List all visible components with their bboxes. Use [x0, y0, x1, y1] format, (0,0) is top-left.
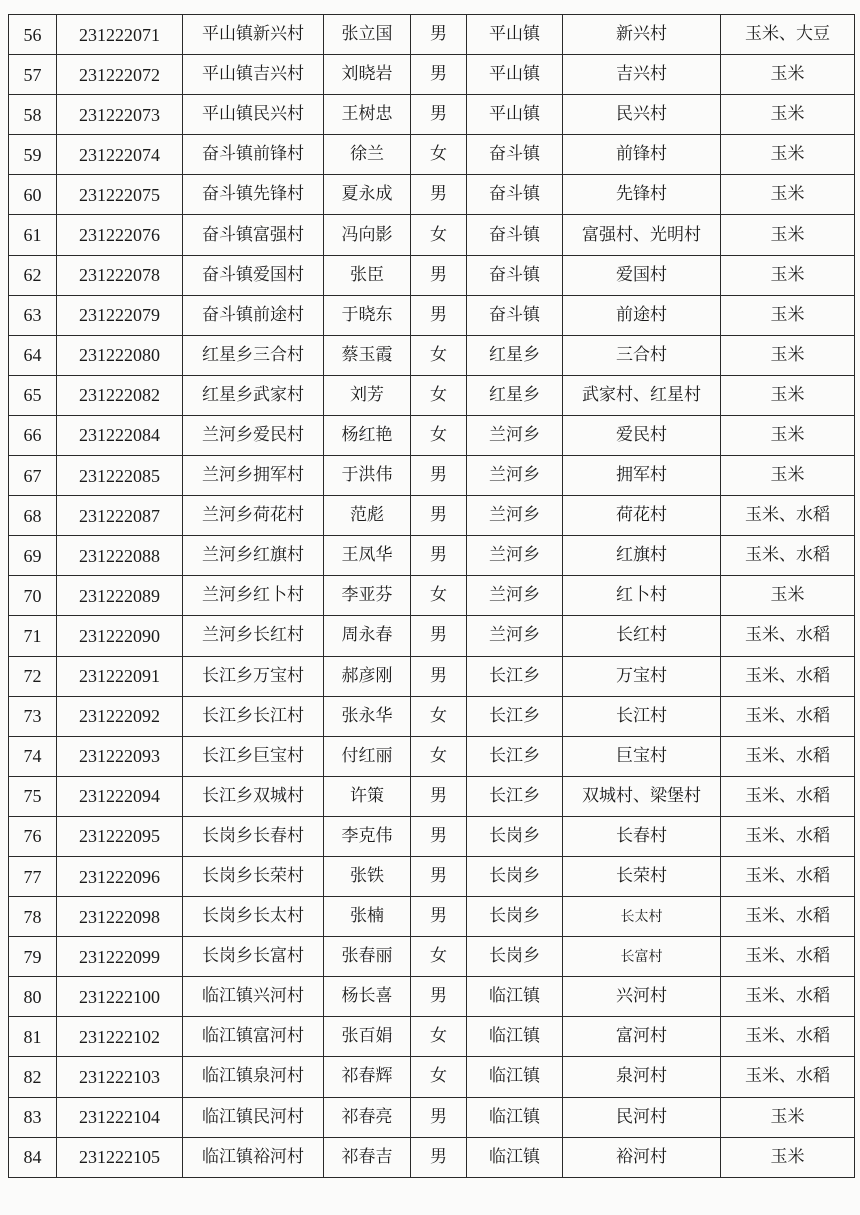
cell-station-code: 231222076 [57, 215, 183, 255]
cell-gender: 女 [411, 135, 467, 175]
table-row [9, 496, 855, 536]
cell-township: 长岗乡 [467, 816, 563, 856]
cell-row-number: 82 [9, 1057, 57, 1097]
cell-station-name: 临江镇裕河村 [183, 1137, 324, 1177]
cell-township: 长岗乡 [467, 897, 563, 937]
cell-gender: 男 [411, 55, 467, 95]
cell-row-number: 75 [9, 776, 57, 816]
cell-person-name: 夏永成 [324, 175, 411, 215]
cell-township: 临江镇 [467, 1137, 563, 1177]
cell-crops: 玉米 [721, 335, 855, 375]
cell-gender: 女 [411, 736, 467, 776]
cell-gender: 男 [411, 1137, 467, 1177]
cell-gender: 女 [411, 335, 467, 375]
cell-villages: 双城村、梁堡村 [563, 776, 721, 816]
cell-station-name: 平山镇新兴村 [183, 15, 324, 55]
cell-station-code: 231222102 [57, 1017, 183, 1057]
cell-crops: 玉米、水稻 [721, 1017, 855, 1057]
cell-gender: 女 [411, 1057, 467, 1097]
cell-row-number: 77 [9, 856, 57, 896]
cell-person-name: 张永华 [324, 696, 411, 736]
cell-row-number: 68 [9, 496, 57, 536]
cell-township: 奋斗镇 [467, 175, 563, 215]
cell-row-number: 80 [9, 977, 57, 1017]
cell-gender: 男 [411, 856, 467, 896]
cell-gender: 男 [411, 15, 467, 55]
table-row [9, 1017, 855, 1057]
cell-gender: 男 [411, 175, 467, 215]
cell-township: 长江乡 [467, 656, 563, 696]
cell-person-name: 张百娟 [324, 1017, 411, 1057]
cell-row-number: 57 [9, 55, 57, 95]
table-row [9, 1097, 855, 1137]
table-row [9, 175, 855, 215]
cell-crops: 玉米、水稻 [721, 696, 855, 736]
table-row [9, 776, 855, 816]
cell-station-name: 兰河乡爱民村 [183, 415, 324, 455]
cell-crops: 玉米、水稻 [721, 536, 855, 576]
cell-person-name: 张铁 [324, 856, 411, 896]
cell-crops: 玉米 [721, 1097, 855, 1137]
cell-row-number: 74 [9, 736, 57, 776]
cell-station-code: 231222093 [57, 736, 183, 776]
cell-person-name: 张臣 [324, 255, 411, 295]
cell-station-code: 231222098 [57, 897, 183, 937]
cell-station-name: 长江乡双城村 [183, 776, 324, 816]
cell-row-number: 56 [9, 15, 57, 55]
cell-villages: 兴河村 [563, 977, 721, 1017]
cell-row-number: 62 [9, 255, 57, 295]
cell-township: 临江镇 [467, 977, 563, 1017]
cell-villages: 长荣村 [563, 856, 721, 896]
cell-station-name: 长岗乡长太村 [183, 897, 324, 937]
cell-person-name: 李克伟 [324, 816, 411, 856]
cell-villages: 万宝村 [563, 656, 721, 696]
cell-villages: 前锋村 [563, 135, 721, 175]
cell-township: 红星乡 [467, 375, 563, 415]
cell-station-code: 231222082 [57, 375, 183, 415]
cell-villages: 前途村 [563, 295, 721, 335]
cell-township: 平山镇 [467, 55, 563, 95]
cell-villages: 爱民村 [563, 415, 721, 455]
cell-township: 临江镇 [467, 1097, 563, 1137]
cell-station-code: 231222073 [57, 95, 183, 135]
cell-station-name: 奋斗镇前途村 [183, 295, 324, 335]
cell-crops: 玉米、水稻 [721, 1057, 855, 1097]
cell-station-name: 奋斗镇前锋村 [183, 135, 324, 175]
cell-row-number: 63 [9, 295, 57, 335]
cell-gender: 男 [411, 656, 467, 696]
table-row [9, 536, 855, 576]
cell-station-name: 兰河乡荷花村 [183, 496, 324, 536]
cell-crops: 玉米、水稻 [721, 816, 855, 856]
cell-gender: 女 [411, 576, 467, 616]
cell-township: 长江乡 [467, 736, 563, 776]
cell-row-number: 83 [9, 1097, 57, 1137]
cell-crops: 玉米 [721, 255, 855, 295]
cell-township: 兰河乡 [467, 576, 563, 616]
cell-station-code: 231222075 [57, 175, 183, 215]
cell-township: 临江镇 [467, 1017, 563, 1057]
cell-crops: 玉米 [721, 375, 855, 415]
cell-station-name: 红星乡三合村 [183, 335, 324, 375]
cell-person-name: 李亚芬 [324, 576, 411, 616]
cell-gender: 男 [411, 616, 467, 656]
table-row [9, 937, 855, 977]
cell-villages: 武家村、红星村 [563, 375, 721, 415]
cell-township: 红星乡 [467, 335, 563, 375]
cell-crops: 玉米 [721, 576, 855, 616]
cell-station-name: 兰河乡红旗村 [183, 536, 324, 576]
cell-person-name: 杨红艳 [324, 415, 411, 455]
cell-crops: 玉米、水稻 [721, 977, 855, 1017]
cell-station-name: 兰河乡红卜村 [183, 576, 324, 616]
cell-station-code: 231222074 [57, 135, 183, 175]
cell-township: 奋斗镇 [467, 135, 563, 175]
cell-station-code: 231222088 [57, 536, 183, 576]
cell-person-name: 祁春吉 [324, 1137, 411, 1177]
cell-crops: 玉米 [721, 135, 855, 175]
table-row [9, 456, 855, 496]
cell-person-name: 蔡玉霞 [324, 335, 411, 375]
cell-station-code: 231222094 [57, 776, 183, 816]
cell-villages: 长太村 [563, 897, 721, 937]
cell-row-number: 79 [9, 937, 57, 977]
cell-crops: 玉米 [721, 456, 855, 496]
cell-person-name: 王凤华 [324, 536, 411, 576]
cell-station-code: 231222099 [57, 937, 183, 977]
data-table [8, 14, 855, 1178]
cell-villages: 新兴村 [563, 15, 721, 55]
cell-gender: 女 [411, 215, 467, 255]
table-row [9, 135, 855, 175]
cell-villages: 红卜村 [563, 576, 721, 616]
cell-villages: 长富村 [563, 937, 721, 977]
cell-villages: 富河村 [563, 1017, 721, 1057]
cell-villages: 泉河村 [563, 1057, 721, 1097]
cell-station-code: 231222078 [57, 255, 183, 295]
cell-station-code: 231222105 [57, 1137, 183, 1177]
cell-station-name: 长江乡万宝村 [183, 656, 324, 696]
cell-station-code: 231222072 [57, 55, 183, 95]
cell-row-number: 69 [9, 536, 57, 576]
cell-row-number: 76 [9, 816, 57, 856]
table-row [9, 576, 855, 616]
cell-crops: 玉米 [721, 1137, 855, 1177]
cell-station-name: 兰河乡长红村 [183, 616, 324, 656]
cell-gender: 男 [411, 295, 467, 335]
cell-station-name: 长江乡巨宝村 [183, 736, 324, 776]
cell-gender: 男 [411, 977, 467, 1017]
cell-crops: 玉米、水稻 [721, 856, 855, 896]
table-row [9, 696, 855, 736]
cell-crops: 玉米 [721, 295, 855, 335]
cell-station-code: 231222079 [57, 295, 183, 335]
table-row [9, 55, 855, 95]
cell-crops: 玉米 [721, 215, 855, 255]
table-row [9, 255, 855, 295]
cell-crops: 玉米、水稻 [721, 776, 855, 816]
cell-station-name: 平山镇民兴村 [183, 95, 324, 135]
table-row [9, 95, 855, 135]
cell-row-number: 64 [9, 335, 57, 375]
cell-villages: 吉兴村 [563, 55, 721, 95]
cell-person-name: 冯向影 [324, 215, 411, 255]
cell-crops: 玉米 [721, 415, 855, 455]
cell-township: 兰河乡 [467, 536, 563, 576]
cell-township: 平山镇 [467, 15, 563, 55]
cell-row-number: 78 [9, 897, 57, 937]
table-row [9, 977, 855, 1017]
cell-villages: 长红村 [563, 616, 721, 656]
cell-person-name: 付红丽 [324, 736, 411, 776]
cell-township: 长江乡 [467, 776, 563, 816]
cell-township: 长岗乡 [467, 856, 563, 896]
table-row [9, 335, 855, 375]
cell-station-name: 奋斗镇爱国村 [183, 255, 324, 295]
cell-villages: 荷花村 [563, 496, 721, 536]
cell-person-name: 祁春亮 [324, 1097, 411, 1137]
cell-gender: 男 [411, 496, 467, 536]
table-row [9, 1057, 855, 1097]
cell-station-code: 231222089 [57, 576, 183, 616]
table-row [9, 616, 855, 656]
table-row [9, 856, 855, 896]
cell-gender: 男 [411, 816, 467, 856]
cell-crops: 玉米 [721, 55, 855, 95]
cell-station-code: 231222090 [57, 616, 183, 656]
cell-person-name: 于晓东 [324, 295, 411, 335]
cell-person-name: 刘芳 [324, 375, 411, 415]
cell-person-name: 徐兰 [324, 135, 411, 175]
cell-row-number: 67 [9, 456, 57, 496]
cell-gender: 男 [411, 1097, 467, 1137]
cell-villages: 三合村 [563, 335, 721, 375]
cell-station-code: 231222100 [57, 977, 183, 1017]
cell-station-name: 临江镇兴河村 [183, 977, 324, 1017]
cell-gender: 女 [411, 937, 467, 977]
cell-crops: 玉米 [721, 95, 855, 135]
cell-station-code: 231222080 [57, 335, 183, 375]
table-body [9, 15, 855, 1178]
cell-villages: 长江村 [563, 696, 721, 736]
table-row [9, 656, 855, 696]
cell-villages: 裕河村 [563, 1137, 721, 1177]
cell-person-name: 张春丽 [324, 937, 411, 977]
cell-township: 长岗乡 [467, 937, 563, 977]
cell-villages: 民兴村 [563, 95, 721, 135]
cell-gender: 男 [411, 897, 467, 937]
cell-station-code: 231222084 [57, 415, 183, 455]
cell-station-code: 231222087 [57, 496, 183, 536]
cell-station-name: 红星乡武家村 [183, 375, 324, 415]
cell-crops: 玉米、水稻 [721, 656, 855, 696]
cell-person-name: 许策 [324, 776, 411, 816]
cell-gender: 女 [411, 696, 467, 736]
cell-villages: 爱国村 [563, 255, 721, 295]
cell-gender: 男 [411, 95, 467, 135]
cell-gender: 女 [411, 375, 467, 415]
cell-station-code: 231222103 [57, 1057, 183, 1097]
cell-township: 临江镇 [467, 1057, 563, 1097]
cell-station-code: 231222095 [57, 816, 183, 856]
cell-station-name: 临江镇富河村 [183, 1017, 324, 1057]
table-row [9, 736, 855, 776]
cell-row-number: 58 [9, 95, 57, 135]
cell-station-name: 临江镇民河村 [183, 1097, 324, 1137]
cell-row-number: 73 [9, 696, 57, 736]
cell-gender: 男 [411, 255, 467, 295]
cell-row-number: 60 [9, 175, 57, 215]
cell-township: 兰河乡 [467, 496, 563, 536]
cell-person-name: 张立国 [324, 15, 411, 55]
cell-row-number: 72 [9, 656, 57, 696]
cell-person-name: 于洪伟 [324, 456, 411, 496]
cell-township: 奋斗镇 [467, 295, 563, 335]
cell-station-code: 231222092 [57, 696, 183, 736]
table-row [9, 15, 855, 55]
cell-gender: 男 [411, 776, 467, 816]
cell-person-name: 杨长喜 [324, 977, 411, 1017]
cell-row-number: 70 [9, 576, 57, 616]
cell-crops: 玉米、水稻 [721, 736, 855, 776]
table-row [9, 816, 855, 856]
cell-station-name: 临江镇泉河村 [183, 1057, 324, 1097]
cell-person-name: 刘晓岩 [324, 55, 411, 95]
cell-station-code: 231222104 [57, 1097, 183, 1137]
cell-person-name: 周永春 [324, 616, 411, 656]
cell-township: 兰河乡 [467, 415, 563, 455]
cell-township: 兰河乡 [467, 616, 563, 656]
cell-row-number: 61 [9, 215, 57, 255]
table-row [9, 897, 855, 937]
cell-station-name: 平山镇吉兴村 [183, 55, 324, 95]
cell-row-number: 65 [9, 375, 57, 415]
cell-person-name: 张楠 [324, 897, 411, 937]
cell-station-code: 231222085 [57, 456, 183, 496]
cell-station-code: 231222091 [57, 656, 183, 696]
cell-row-number: 71 [9, 616, 57, 656]
cell-station-name: 长岗乡长荣村 [183, 856, 324, 896]
cell-township: 平山镇 [467, 95, 563, 135]
cell-crops: 玉米 [721, 175, 855, 215]
cell-row-number: 81 [9, 1017, 57, 1057]
table-row [9, 215, 855, 255]
cell-station-name: 奋斗镇先锋村 [183, 175, 324, 215]
cell-villages: 巨宝村 [563, 736, 721, 776]
cell-villages: 富强村、光明村 [563, 215, 721, 255]
cell-gender: 男 [411, 456, 467, 496]
cell-township: 长江乡 [467, 696, 563, 736]
cell-station-name: 长岗乡长富村 [183, 937, 324, 977]
cell-person-name: 祁春辉 [324, 1057, 411, 1097]
cell-person-name: 范彪 [324, 496, 411, 536]
cell-station-name: 长岗乡长春村 [183, 816, 324, 856]
cell-row-number: 66 [9, 415, 57, 455]
cell-gender: 男 [411, 536, 467, 576]
cell-person-name: 王树忠 [324, 95, 411, 135]
cell-villages: 长春村 [563, 816, 721, 856]
table-row [9, 415, 855, 455]
cell-station-code: 231222096 [57, 856, 183, 896]
cell-villages: 先锋村 [563, 175, 721, 215]
cell-villages: 拥军村 [563, 456, 721, 496]
cell-station-name: 长江乡长江村 [183, 696, 324, 736]
cell-crops: 玉米、水稻 [721, 616, 855, 656]
cell-gender: 女 [411, 1017, 467, 1057]
cell-station-name: 奋斗镇富强村 [183, 215, 324, 255]
cell-villages: 红旗村 [563, 536, 721, 576]
cell-crops: 玉米、水稻 [721, 496, 855, 536]
cell-row-number: 59 [9, 135, 57, 175]
cell-township: 奋斗镇 [467, 255, 563, 295]
cell-crops: 玉米、大豆 [721, 15, 855, 55]
table-row [9, 1137, 855, 1177]
cell-person-name: 郝彦刚 [324, 656, 411, 696]
cell-crops: 玉米、水稻 [721, 897, 855, 937]
cell-station-name: 兰河乡拥军村 [183, 456, 324, 496]
cell-township: 兰河乡 [467, 456, 563, 496]
cell-station-code: 231222071 [57, 15, 183, 55]
table-row [9, 375, 855, 415]
cell-villages: 民河村 [563, 1097, 721, 1137]
table-row [9, 295, 855, 335]
cell-gender: 女 [411, 415, 467, 455]
cell-crops: 玉米、水稻 [721, 937, 855, 977]
cell-row-number: 84 [9, 1137, 57, 1177]
cell-township: 奋斗镇 [467, 215, 563, 255]
